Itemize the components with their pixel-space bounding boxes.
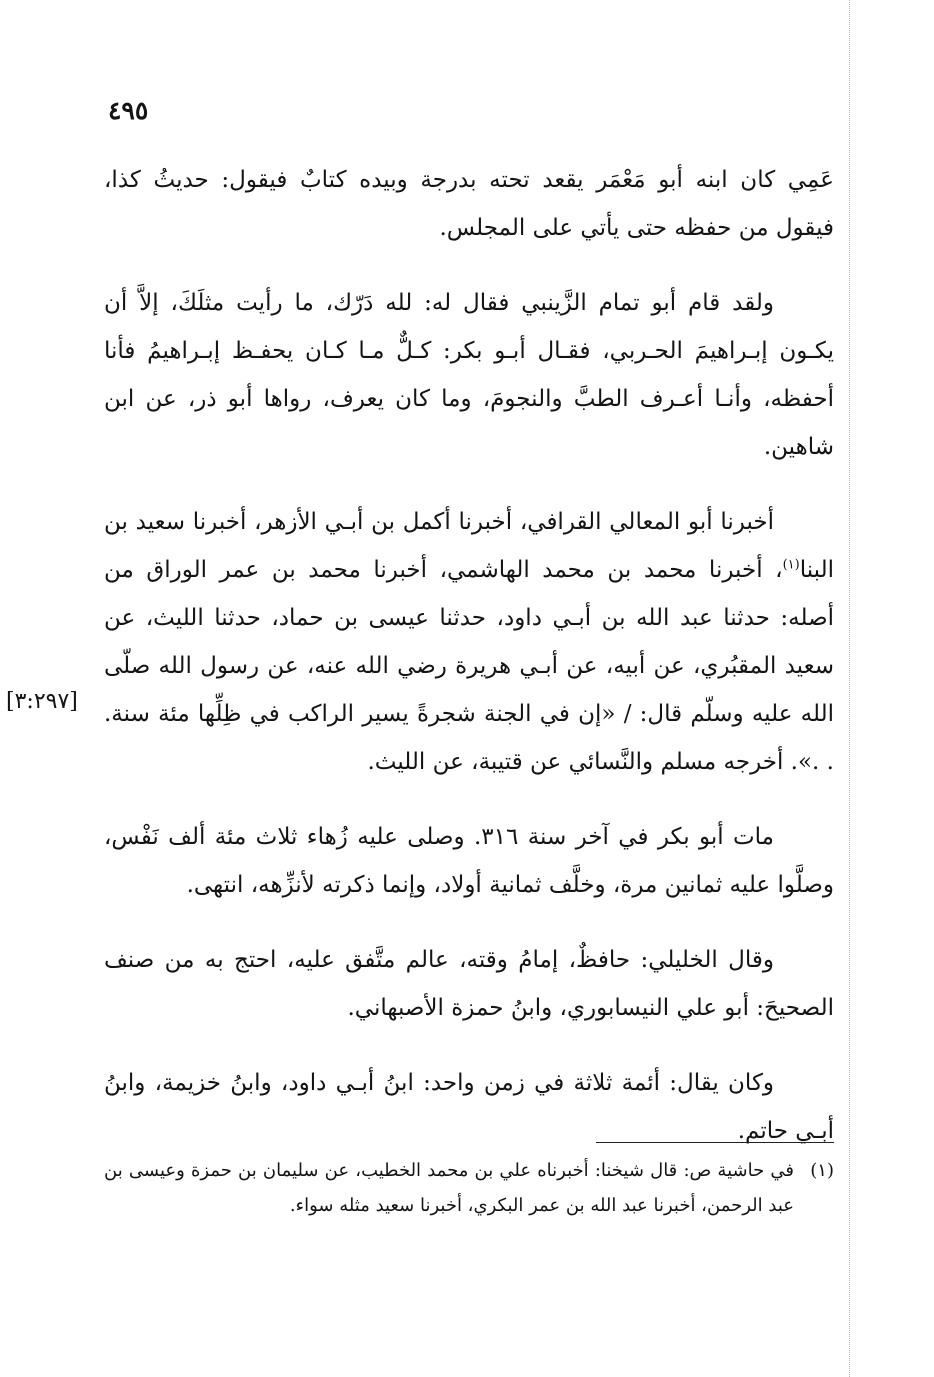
paragraph-1: عَمِي كان ابنه أبو مَعْمَر يقعد تحته بدرجة وبيده كتابٌ فيقول: حديثُ كذا، فيقول من حفظه حتى يأتي على المجلس. xyxy=(104,167,834,241)
footnote-number: (١) xyxy=(810,1160,834,1181)
paragraph-6: وكان يقال: أئمة ثلاثة في زمن واحد: ابنُ أبـي داود، وابنُ خزيمة، وابنُ أبـي حاتم. xyxy=(104,1070,834,1144)
paragraph-4: مات أبو بكر في آخر سنة ٣١٦. وصلى عليه زُهاء ثلاث مئة ألف نَفْس، وصلَّوا عليه ثمانين مرة، وخلَّف ثمانية أولاد، وإنما ذكرته لأنزِّهه، انتهى. xyxy=(104,824,834,898)
footnote-text: في حاشية ص: قال شيخنا: أخبرناه علي بن محمد الخطيب، عن سليمان بن حمزة وعيسى بن عبد الرحمن، أخبرنا عبد الله بن عمر البكري، أخبرنا سعيد مثله سواء. xyxy=(104,1160,794,1216)
paragraph-3-rest: ، أخبرنا محمد بن محمد الهاشمي، أخبرنا محمد بن عمر الوراق من أصله: حدثنا عبد الله بن أبـي داود، حدثنا عيسى بن حماد، حدثنا الليث، عن سعيد المقبُري، عن أبيه، عن أبـي هريرة رضي الله عنه، عن رسول الله صلّى الله عليه وسلّم قال: / «إن في الجنة شجرةً يسير الراكب في ظِلِّها مئة سنة. . .». أخرجه مسلم والنَّسائي عن قتيبة، عن الليث. xyxy=(104,557,834,775)
paragraph-2: ولقد قام أبو تمام الزَّينبي فقال له: لله دَرّك، ما رأيت مثلَكَ، إلاَّ أن يكـون إبـراهيمَ الحـربي، فقـال أبـو بكر: كـلٌّ مـا كـان يحفـظ إبـراهيمُ فأنا أحفظه، وأنـا أعـرف الطبَّ والنجومَ، وما كان يعرف، رواها أبو ذر، عن ابن شاهين. xyxy=(104,290,834,460)
page-number: ٤٩٥ xyxy=(108,96,149,125)
footnote xyxy=(104,1153,834,1223)
paragraph-5: وقال الخليلي: حافظٌ، إمامُ وقته، عالم متَّفق عليه، احتج به من صنف الصحيحَ: أبو علي النيسابوري، وابنُ حمزة الأصبهاني. xyxy=(104,947,834,1021)
footnote-separator xyxy=(596,1142,834,1143)
footnote-marker: (١) xyxy=(782,557,800,573)
margin-reference: [٣:٢٩٧] xyxy=(6,689,78,714)
main-text xyxy=(104,156,834,1182)
paragraph-3-start: أخبرنا أبو المعالي القرافي، أخبرنا أكمل بن أبـي الأزهر، أخبرنا سعيد بن البنا xyxy=(104,509,834,583)
page-edge-rule xyxy=(849,0,850,1377)
paragraph-3 xyxy=(104,498,834,786)
